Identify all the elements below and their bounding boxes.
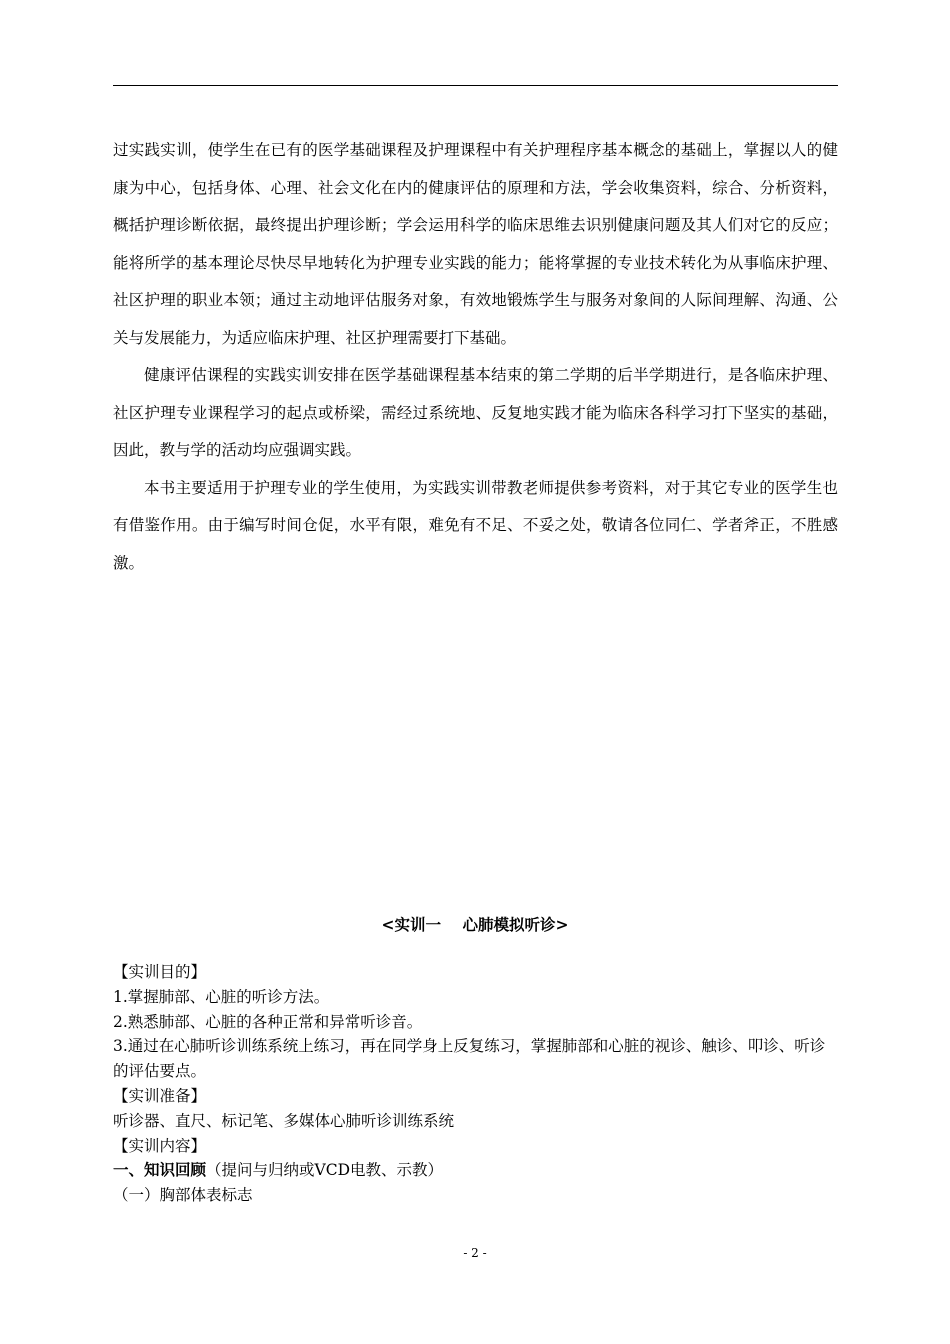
section-title: <实训一 心肺模拟听诊> [381,915,569,934]
intro-text [113,132,838,582]
goal-item-1: 1.掌握肺部、心脏的听诊方法。 [113,987,330,1006]
prep-text: 听诊器、直尺、标记笔、多媒体心肺听诊训练系统 [113,1111,455,1130]
goal-heading: 【实训目的】 [113,963,207,981]
page-number: - 2 - [463,1246,487,1260]
review-heading [113,1158,838,1183]
section-body [113,960,838,1208]
review-heading-note: （提问与归纳或VCD电教、示教） [206,1161,443,1180]
intro-paragraph-3: 本书主要适用于护理专业的学生使用，为实践实训带教老师提供参考资料，对于其它专业的医学生也有借鉴作用。由于编写时间仓促，水平有限，难免有不足、不妥之处，敬请各位同仁、学者斧正，不胜感激。 [113,478,838,572]
goal-item-2: 2.熟悉肺部、心脏的各种正常和异常听诊音。 [113,1012,423,1031]
content-heading: 【实训内容】 [113,1136,207,1155]
header-rule [113,85,838,86]
intro-paragraph-1: 过实践实训，使学生在已有的医学基础课程及护理课程中有关护理程序基本概念的基础上，掌握以人的健康为中心，包括身体、心理、社会文化在内的健康评估的原理和方法，学会收集资料，综合、分析资料，概括护理诊断依据，最终提出护理诊断；学会运用科学的临床思维去识别健康问题及其人们对它的反应；能将所学的基本理论尽快尽早地转化为护理专业实践的能力；能将掌握的专业技术转化为从事临床护理、社区护理的职业本领；通过主动地评估服务对象，有效地锻炼学生与服务对象间的人际间理解、沟通、公关与发展能力，为适应临床护理、社区护理需要打下基础。 [113,141,838,347]
prep-heading: 【实训准备】 [113,1086,207,1105]
goal-item-3: 3.通过在心肺听诊训练系统上练习，再在同学身上反复练习，掌握肺部和心脏的视诊、触诊、叩诊、听诊的评估要点。 [113,1037,826,1081]
review-heading-label: 一、知识回顾 [113,1160,207,1180]
intro-paragraph-2: 健康评估课程的实践实训安排在医学基础课程基本结束的第二学期的后半学期进行，是各临床护理、社区护理专业课程学习的起点或桥梁，需经过系统地、反复地实践才能为临床各科学习打下坚实的基础，因此，教与学的活动均应强调实践。 [113,366,838,459]
subheading: （一）胸部体表标志 [113,1186,253,1205]
